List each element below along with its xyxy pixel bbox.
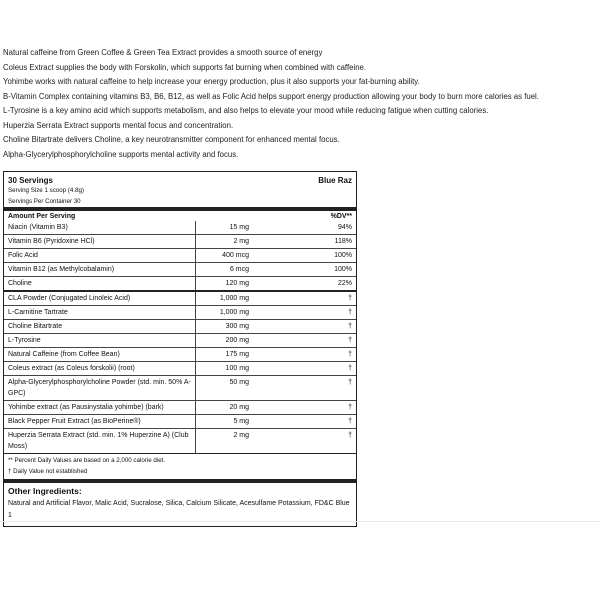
servings-title: 30 Servings: [8, 176, 53, 185]
footnotes: [4, 453, 356, 479]
supplement-facts-panel: [3, 171, 357, 527]
nutrient-name: Folic Acid: [4, 249, 196, 262]
other-ingredients-title: Other Ingredients:: [8, 486, 82, 496]
other-ingredients-text: Natural and Artificial Flavor, Malic Acid, Sucralose, Silica, Calcium Silicate, Acesulfame Potassium, FD&C Blue 1: [8, 500, 350, 519]
nutrient-dv: †: [348, 418, 352, 425]
table-row: [4, 248, 356, 262]
nutrient-amount: 20 mg: [229, 404, 249, 411]
description-line: Coleus Extract supplies the body with Forskolin, which supports fat burning when combined with caffeine.: [3, 62, 367, 72]
nutrient-amount: 120 mg: [225, 280, 249, 287]
description-line: B-Vitamin Complex containing vitamins B3, B6, B12, as well as Folic Acid helps support energy production allowing your body to burn more calories as fuel.: [3, 91, 539, 101]
nutrient-amount: 100 mg: [225, 365, 249, 372]
nutrient-name: L-Carnitine Tartrate: [4, 306, 196, 319]
table-row: [4, 414, 356, 428]
servings-per-container: Servings Per Container 30: [8, 197, 81, 205]
table-row: [4, 262, 356, 276]
table-row: [4, 333, 356, 347]
dv-header: %DV**: [330, 213, 352, 220]
table-row: [4, 428, 356, 453]
ingredient-rows: [4, 292, 356, 453]
nutrient-name: Yohimbe extract (as Pausinystalia yohimbe) (bark): [4, 401, 196, 414]
panel-header: [4, 172, 356, 186]
table-row: [4, 400, 356, 414]
table-row: [4, 347, 356, 361]
flavor-label: Blue Raz: [318, 176, 352, 185]
nutrient-name: Natural Caffeine (from Coffee Bean): [4, 348, 196, 361]
nutrient-amount: 175 mg: [225, 351, 249, 358]
nutrient-dv: †: [348, 379, 352, 386]
nutrient-name: CLA Powder (Conjugated Linoleic Acid): [4, 292, 196, 305]
nutrient-dv: †: [348, 323, 352, 330]
table-row: [4, 234, 356, 248]
other-ingredients: [4, 479, 356, 526]
nutrient-amount: 1,000 mg: [219, 309, 249, 316]
description-line: L-Tyrosine is a key amino acid which supports metabolism, and also helps to elevate your mood while reducing fatigue when cutting calories.: [3, 106, 489, 115]
nutrient-name: Vitamin B12 (as Methylcobalamin): [4, 263, 196, 276]
nutrient-name: Choline Bitartrate: [4, 320, 196, 333]
nutrient-name: Black Pepper Fruit Extract (as BioPerine®): [4, 415, 196, 428]
nutrient-dv: 100%: [334, 252, 352, 259]
nutrient-dv: †: [348, 432, 352, 439]
footnote-dagger: † Daily Value not established: [8, 467, 88, 475]
table-row: [4, 375, 356, 400]
nutrient-amount: 2 mg: [233, 432, 249, 439]
nutrient-dv: †: [348, 309, 352, 316]
nutrient-amount: 300 mg: [225, 323, 249, 330]
nutrient-dv: †: [348, 295, 352, 302]
description-line: Natural caffeine from Green Coffee & Green Tea Extract provides a smooth source of energy: [3, 48, 323, 57]
nutrient-dv: †: [348, 404, 352, 411]
nutrient-amount: 2 mg: [233, 238, 249, 245]
nutrient-name: Vitamin B6 (Pyridoxine HCl): [4, 235, 196, 248]
nutrient-dv: †: [348, 365, 352, 372]
description-line: Alpha-Glycerylphosphorylcholine supports mental activity and focus.: [3, 149, 239, 159]
nutrient-name: Coleus extract (as Coleus forskolii) (root): [4, 362, 196, 375]
nutrient-amount: 1,000 mg: [219, 295, 249, 302]
page-divider: [0, 521, 600, 522]
nutrient-amount: 6 mcg: [229, 266, 249, 273]
nutrient-dv: 22%: [337, 280, 352, 287]
table-row: [4, 292, 356, 305]
nutrient-name: Niacin (Vitamin B3): [4, 221, 196, 234]
table-row: [4, 319, 356, 333]
description-line: Choline Bitartrate delivers Choline, a key neurotransmitter component for enhanced mental focus.: [3, 135, 340, 144]
nutrient-amount: 200 mg: [225, 337, 249, 344]
nutrient-amount: 400 mcg: [222, 252, 249, 259]
amount-header: Amount Per Serving: [8, 213, 76, 220]
product-description: [3, 46, 600, 162]
vitamin-rows: [4, 221, 356, 290]
nutrient-dv: 94%: [337, 224, 352, 231]
nutrient-dv: †: [348, 337, 352, 344]
footnote-percent: ** Percent Daily Values are based on a 2,000 calorie diet.: [8, 457, 166, 464]
nutrient-name: Choline: [4, 277, 196, 290]
table-row: [4, 221, 356, 234]
table-row: [4, 276, 356, 290]
nutrient-name: Alpha-Glycerylphosphorylcholine Powder (std. min. 50% A-GPC): [4, 376, 196, 400]
column-header: [4, 211, 356, 221]
description-line: Yohimbe works with natural caffeine to help increase your energy production, plus it also supports your fat-burning ability.: [3, 77, 420, 86]
table-row: [4, 305, 356, 319]
table-row: [4, 361, 356, 375]
nutrient-dv: 100%: [334, 266, 352, 273]
nutrient-name: L-Tyrosine: [4, 334, 196, 347]
nutrient-name: Huperzia Serrata Extract (std. min. 1% Huperzine A) (Club Moss): [4, 429, 196, 453]
serving-size: Serving Size 1 scoop (4.8g): [8, 187, 85, 194]
nutrient-amount: 50 mg: [229, 379, 249, 386]
nutrient-dv: 118%: [334, 238, 352, 245]
nutrient-dv: †: [348, 351, 352, 358]
nutrient-amount: 15 mg: [229, 224, 249, 231]
nutrient-amount: 5 mg: [233, 418, 249, 425]
description-line: Huperzia Serrata Extract supports mental focus and concentration.: [3, 120, 234, 130]
